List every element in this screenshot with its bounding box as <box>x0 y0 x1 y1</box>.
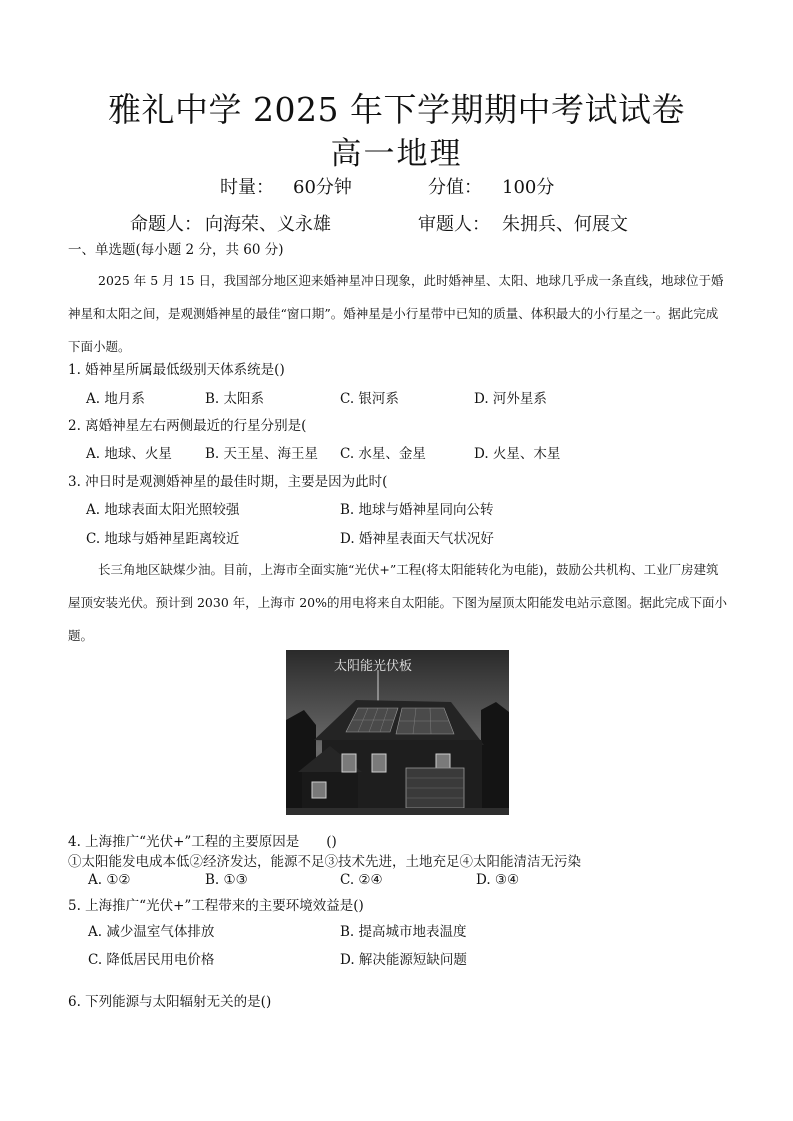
question-5-option-b: B. 提高城市地表温度 <box>340 924 467 940</box>
reviewer-label: 审题人： <box>418 214 490 235</box>
question-3-stem: 3. 冲日时是观测婚神星的最佳时期，主要是因为此时( <box>68 474 388 490</box>
question-4-option-c: C. ②④ <box>340 872 383 888</box>
question-2-option-b: B. 天王星、海王星 <box>205 446 319 462</box>
setter-names: 向海荣、义永雄 <box>205 214 331 235</box>
figure-label-solar-panel: 太阳能光伏板 <box>334 659 413 674</box>
exam-title: 雅礼中学 2025 年下学期期中考试试卷 <box>108 90 685 129</box>
question-2-option-c: C. 水星、金星 <box>340 446 426 462</box>
question-4-stem: 4. 上海推广“光伏+”工程的主要原因是 () <box>68 834 337 850</box>
passage-1: 2025 年 5 月 15 日，我国部分地区迎来婚神星冲日现象，此时婚神星、太阳、地球几乎成一条直线，地球位于婚神星和太阳之间，是观测婚神星的最佳“窗口期”。婚神星是小行星带中已知的质量、体积最大的小行星之一。据此完成下面小题。 <box>68 273 724 354</box>
house-illustration <box>286 650 509 815</box>
question-1-option-d: D. 河外星系 <box>474 391 547 407</box>
question-4-option-a: A. ①② <box>88 872 131 888</box>
question-1-option-c: C. 银河系 <box>340 391 399 407</box>
question-6-stem: 6. 下列能源与太阳辐射无关的是() <box>68 994 272 1010</box>
question-5-option-d: D. 解决能源短缺问题 <box>340 952 467 968</box>
question-1-option-a: A. 地月系 <box>86 391 145 407</box>
question-4-option-d: D. ③④ <box>476 872 520 888</box>
question-4-statements: ①太阳能发电成本低②经济发达，能源不足③技术先进，土地充足④太阳能清洁无污染 <box>68 854 581 870</box>
question-3-option-d: D. 婚神星表面天气状况好 <box>340 531 494 547</box>
question-2-stem: 2. 离婚神星左右两侧最近的行星分别是( <box>68 418 307 434</box>
score-value: 100分 <box>502 177 555 198</box>
time-value: 60分钟 <box>293 177 352 198</box>
rooftop-solar-house-photo <box>286 650 509 815</box>
question-1-option-b: B. 太阳系 <box>205 391 265 407</box>
section-heading: 一、单选题(每小题 2 分，共 60 分) <box>68 242 284 258</box>
reviewer-names: 朱拥兵、何展文 <box>502 214 628 235</box>
question-5-stem: 5. 上海推广“光伏+”工程带来的主要环境效益是() <box>68 898 364 914</box>
setter-label: 命题人： <box>130 214 202 235</box>
subject-title: 高一地理 <box>330 136 463 172</box>
question-2-option-a: A. 地球、火星 <box>86 446 172 462</box>
score-label: 分值： <box>428 177 482 198</box>
question-4-option-b: B. ①③ <box>205 872 248 888</box>
question-3-option-b: B. 地球与婚神星同向公转 <box>340 502 494 518</box>
question-2-option-d: D. 火星、木星 <box>474 446 561 462</box>
passage-2: 长三角地区缺煤少油。目前，上海市全面实施“光伏+”工程(将太阳能转化为电能)，鼓励公共机构、工业厂房建筑屋顶安装光伏。预计到 2030 年，上海市 20%的用电将来自太阳能。下图为屋顶太阳能发电站示意图。据此完成下面小题。 <box>68 562 728 643</box>
question-5-option-c: C. 降低居民用电价格 <box>88 952 215 968</box>
question-1-stem: 1. 婚神星所属最低级别天体系统是() <box>68 362 285 378</box>
question-3-option-c: C. 地球与婚神星距离较近 <box>86 531 240 547</box>
question-3-option-a: A. 地球表面太阳光照较强 <box>86 502 240 518</box>
question-5-option-a: A. 减少温室气体排放 <box>88 924 215 940</box>
time-label: 时量： <box>220 177 274 198</box>
